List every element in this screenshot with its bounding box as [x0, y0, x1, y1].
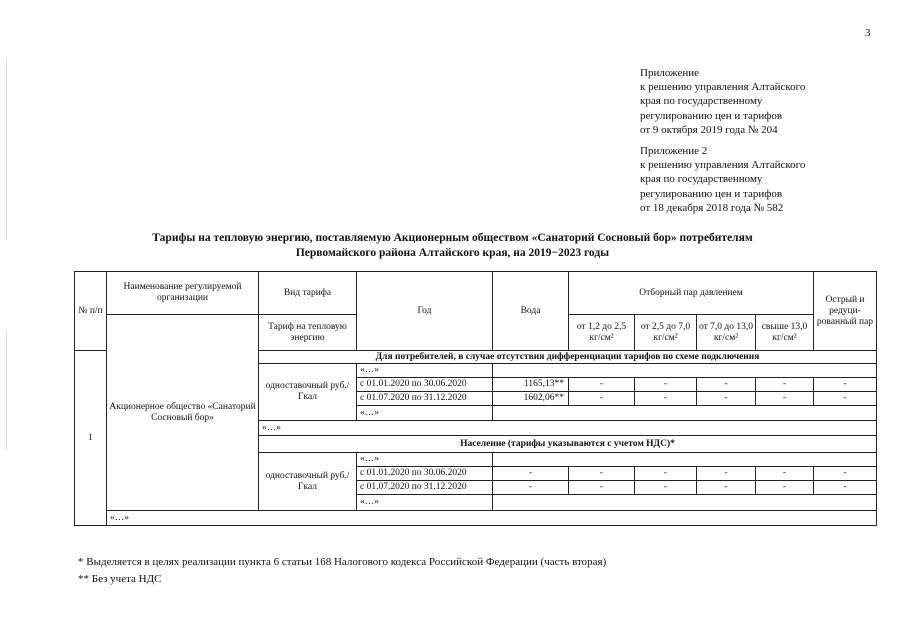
scan-edge-mark	[6, 60, 7, 240]
header-num: № п/п	[75, 272, 107, 351]
value-cell: -	[635, 392, 697, 406]
header-tariff-heat: Тариф на тепловую энергию	[259, 315, 357, 351]
value-cell: -	[756, 481, 814, 495]
value-cell: -	[814, 392, 877, 406]
header-steam-col: свыше 13,0 кг/см²	[756, 315, 814, 351]
appendix-line: регулированию цен и тарифов	[640, 109, 783, 122]
water-value: -	[493, 467, 569, 481]
appendix-line: края по государственному	[640, 173, 763, 186]
empty-cell	[493, 406, 877, 421]
value-cell: -	[569, 392, 635, 406]
period-cell: с 01.07.2020 по 31.12.2020	[357, 392, 493, 406]
appendix-line: края по государственному	[640, 95, 763, 108]
value-cell: -	[814, 481, 877, 495]
header-acute-steam: Острый и редуци-рованный пар	[814, 272, 877, 351]
tariff-table	[74, 271, 877, 526]
appendix-line: к решению управления Алтайского	[640, 159, 806, 172]
header-tariff-type: Вид тарифа	[259, 272, 357, 315]
page-number: 3	[865, 27, 871, 39]
period-cell: с 01.01.2020 по 30.06.2020	[357, 467, 493, 481]
header-year: Год	[357, 272, 493, 351]
period-cell: с 01.07.2020 по 31.12.2020	[357, 481, 493, 495]
ellipsis-cell: «…»	[357, 364, 493, 378]
appendix-line: Приложение 2	[640, 145, 708, 157]
header-steam: Отборный пар давлением	[569, 272, 814, 315]
value-cell: -	[569, 378, 635, 392]
empty-cell	[493, 364, 877, 378]
ellipsis-cell: «…»	[107, 511, 877, 526]
value-cell: -	[635, 378, 697, 392]
ellipsis-cell: «…»	[259, 421, 877, 436]
value-cell: -	[569, 467, 635, 481]
appendix-line: к решению управления Алтайского	[640, 81, 806, 94]
footnotes	[78, 554, 606, 588]
period-cell: с 01.01.2020 по 30.06.2020	[357, 378, 493, 392]
appendix-line: регулированию цен и тарифов	[640, 187, 783, 200]
header-steam-col: от 7,0 до 13,0 кг/см²	[697, 315, 756, 351]
appendix-line: от 18 декабря 2018 года № 582	[640, 201, 784, 214]
water-value: 1165,13**	[493, 378, 569, 392]
tariff-type-cell: одноставочный руб./Гкал	[259, 453, 357, 511]
appendix-block-2	[640, 144, 805, 215]
appendix-block-1	[640, 66, 805, 137]
value-cell: -	[635, 481, 697, 495]
value-cell: -	[697, 378, 756, 392]
ellipsis-cell: «…»	[357, 495, 493, 511]
appendix-line: от 9 октября 2019 года № 204	[640, 123, 778, 136]
header-water: Вода	[493, 272, 569, 351]
scan-edge-mark	[6, 330, 7, 450]
empty-cell	[493, 453, 877, 467]
value-cell: -	[756, 378, 814, 392]
row-number: 1	[75, 351, 107, 526]
empty-cell	[493, 495, 877, 511]
value-cell: -	[756, 467, 814, 481]
value-cell: -	[697, 481, 756, 495]
water-value: -	[493, 481, 569, 495]
value-cell: -	[569, 481, 635, 495]
section-title: Для потребителей, в случае отсутствия дифференциации тарифов по схеме подключения	[259, 351, 877, 364]
value-cell: -	[814, 467, 877, 481]
value-cell: -	[697, 467, 756, 481]
tariff-type-cell: одноставочный руб./Гкал	[259, 364, 357, 421]
value-cell: -	[635, 467, 697, 481]
document-title	[0, 231, 905, 261]
footnote: ** Без учета НДС	[78, 573, 162, 585]
section-title: Население (тарифы указываются с учетом НДС)*	[259, 436, 877, 453]
appendix-line: Приложение	[640, 67, 700, 79]
header-steam-col: от 2,5 до 7,0 кг/см²	[635, 315, 697, 351]
ellipsis-cell: «…»	[357, 453, 493, 467]
water-value: 1602,06**	[493, 392, 569, 406]
value-cell: -	[756, 392, 814, 406]
title-line: Тарифы на тепловую энергию, поставляемую Акционерным обществом «Санаторий Сосновый бор» потребителям	[152, 232, 753, 244]
ellipsis-cell: «…»	[357, 406, 493, 421]
org-name-cell: Акционерное общество «Санаторий Сосновый бор»	[107, 315, 259, 511]
footnote: * Выделяется в целях реализации пункта 6 статьи 168 Налогового кодекса Российской Федерации (часть вторая)	[78, 556, 607, 568]
value-cell: -	[697, 392, 756, 406]
header-org: Наименование регулируемой организации	[107, 272, 259, 315]
value-cell: -	[814, 378, 877, 392]
title-line: Первомайского района Алтайского края, на 2019−2023 годы	[295, 247, 610, 259]
header-steam-col: от 1,2 до 2,5 кг/см²	[569, 315, 635, 351]
